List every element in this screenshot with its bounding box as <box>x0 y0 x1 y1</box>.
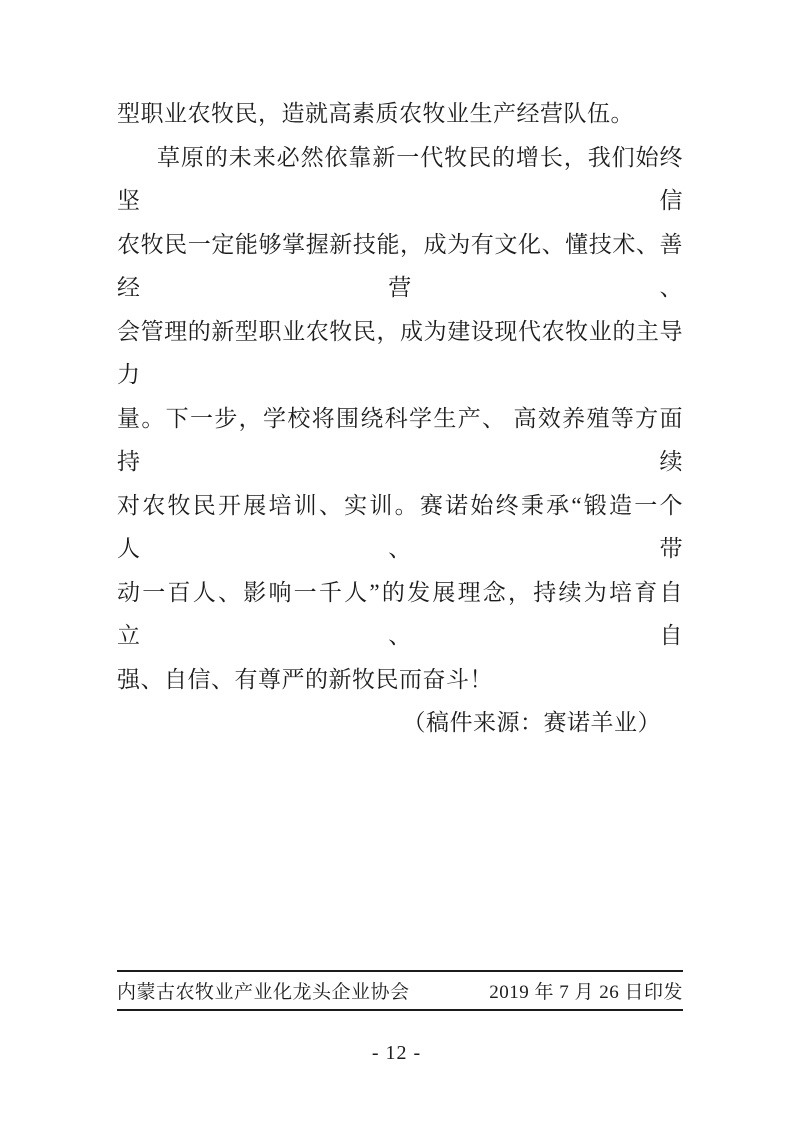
footer-colophon <box>117 970 683 1011</box>
body-line: 会管理的新型职业农牧民，成为建设现代农牧业的主导力 <box>117 318 683 387</box>
footer-row <box>117 972 683 1009</box>
body-text-block <box>117 92 683 745</box>
body-line: 强、自信、有尊严的新牧民而奋斗！ <box>117 666 493 692</box>
issuing-organization: 内蒙古农牧业产业化龙头企业协会 <box>117 982 410 1003</box>
page-number: - 12 - <box>371 1042 422 1064</box>
body-line: 农牧民一定能够掌握新技能，成为有文化、懂技术、善经营、 <box>117 231 683 300</box>
source-attribution: （稿件来源：赛诺羊业） <box>402 710 661 735</box>
body-line: 动一百人、影响一千人”的发展理念，持续为培育自立、自 <box>117 579 683 648</box>
print-date: 2019 年 7 月 26 日印发 <box>489 982 683 1003</box>
body-line: 量。下一步，学校将围绕科学生产、 高效养殖等方面持续 <box>117 405 683 474</box>
body-line: 型职业农牧民，造就高素质农牧业生产经营队伍。 <box>117 101 634 126</box>
body-line: 草原的未来必然依靠新一代牧民的增长，我们始终坚信 <box>117 144 683 213</box>
body-line: 对农牧民开展培训、实训。赛诺始终秉承“锻造一个人、带 <box>117 492 683 561</box>
